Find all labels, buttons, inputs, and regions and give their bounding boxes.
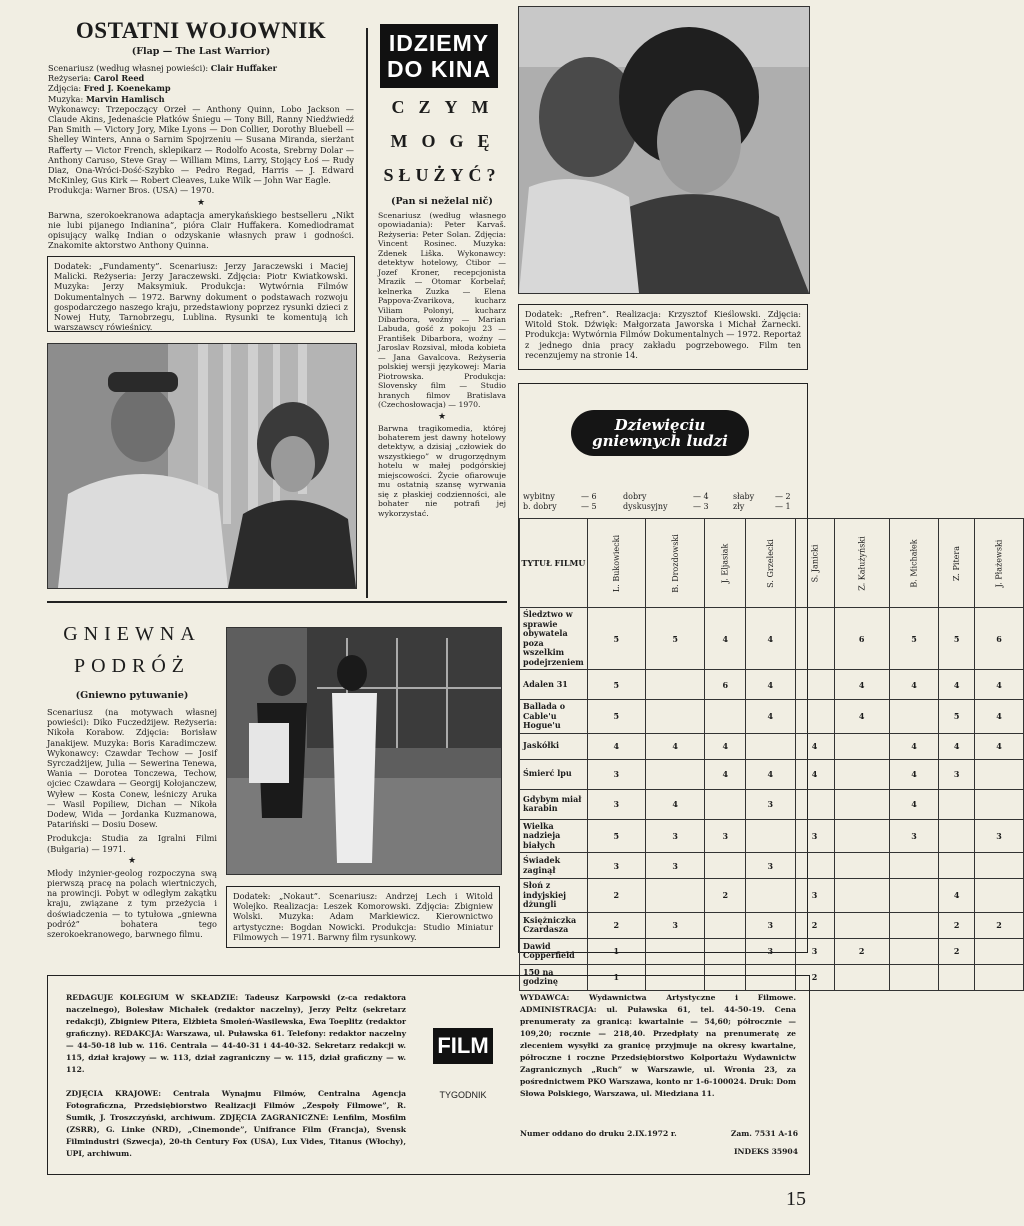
ratings-table — [519, 518, 1024, 991]
score-cell: 4 — [834, 700, 889, 734]
score-cell — [645, 670, 705, 700]
ratings-panel — [518, 383, 1004, 986]
score-cell — [975, 938, 1024, 964]
score-cell: 6 — [834, 608, 889, 670]
photo-ostatni-wojownik — [47, 343, 357, 589]
critic-header: S. Janicki — [795, 519, 834, 608]
article-subtitle: (Pan si neželal nič) — [391, 196, 493, 207]
film-still-image — [48, 344, 356, 588]
table-row — [520, 938, 1024, 964]
score-cell — [705, 853, 746, 879]
score-cell: 2 — [587, 879, 645, 913]
score-cell — [645, 879, 705, 913]
article-ostatni-wojownik — [48, 18, 354, 250]
masthead-editorial: REDAGUJE KOLEGIUM W SKŁADZIE: Tadeusz Karpowski (z-ca redaktora naczelnego), Bolesław Michałek (redaktor naczelny), Jerzy Peltz (sekretarz redakcji), Zbigniew Pitera, Elżbieta Smoleń-Wasilewska, Ewa Toeplitz (redaktor graficzny). REDAKCJA: Warszawa, ul. Puławska 61. Telefony: redaktor naczelny — 44-50-18 lub w. 116. Centrala — 44-40-31 i 44-40-32. Sekretarz redakcji w. 115, dział krajowy — w. 113, dział zagraniczny — w. 115, dział graficzny — w. 112. — [66, 993, 406, 1074]
table-row — [520, 608, 1024, 670]
masthead-publisher: WYDAWCA: Wydawnictwa Artystyczne i Filmowe. ADMINISTRACJA: ul. Puławska 61, tel. 44-50-19. Cena prenumeraty za granicą: kwartalnie — 54,60; półrocznie — 109,20; rocznie — 218,40. Przedpłaty na prenumeratę ze zleceniem wysyłki za granicę przyjmuje na okresy kwartalne, półroczne i roczne Przedsiębiorstwo Kolportażu Wydawnictw Zagranicznych „Ruch” w Warszawie, ul. Wronia 23, za pośrednictwem PKO Warszawa, konto nr 1-6-100024. Druk: Dom Słowa Polskiego, Warszawa, ul. Miedziana 11. — [520, 993, 796, 1098]
addon-refren: Dodatek: „Refren”. Realizacja: Krzysztof Kieślowski. Zdjęcia: Witold Stok. Dźwięk: Małgorzata Jaworska i Michał Żarnecki. Produkcja: Wytwórnia Filmów Dokumentalnych — 1972. Reportaż z jednego dnia pracy zakładu pogrzebowego. Film ten recenzujemy na stronie 14. — [518, 304, 808, 370]
score-cell: 4 — [939, 733, 975, 759]
score-cell: 2 — [834, 938, 889, 964]
score-cell: 3 — [795, 879, 834, 913]
score-cell: 3 — [746, 938, 796, 964]
score-cell: 4 — [746, 670, 796, 700]
score-cell: 4 — [705, 608, 746, 670]
score-cell: 3 — [975, 819, 1024, 853]
idziemy-do-kina-header: IDZIEMY DO KINA — [380, 24, 498, 88]
score-cell — [645, 700, 705, 734]
score-cell — [795, 853, 834, 879]
score-cell — [889, 879, 938, 913]
score-cell: 4 — [939, 879, 975, 913]
score-cell: 3 — [746, 853, 796, 879]
summary-text: Barwna, szerokoekranowa adaptacja amerykańskiego bestselleru „Nikt nie lubi pijanego Indianina”, pióra Clair Huffakera. Komediodramat opisujący walkę Indian o odzyskanie własnych praw i godności. Znakomite aktorstwo Anthony Quinna. — [48, 209, 354, 251]
score-cell: 3 — [587, 789, 645, 819]
score-cell — [975, 759, 1024, 789]
score-cell: 4 — [746, 759, 796, 789]
table-row — [520, 789, 1024, 819]
score-cell — [795, 608, 834, 670]
score-cell: 4 — [705, 733, 746, 759]
score-cell: 5 — [587, 819, 645, 853]
score-cell: 5 — [889, 608, 938, 670]
score-cell — [834, 789, 889, 819]
film-logo: FILM — [433, 1028, 493, 1064]
film-title-cell: 150 na godzinę — [520, 964, 588, 990]
article-subtitle: (Flap — The Last Warrior) — [131, 46, 271, 57]
critic-header: B. Michałek — [889, 519, 938, 608]
score-cell: 2 — [795, 964, 834, 990]
article-gniewna-podroz — [47, 618, 217, 939]
score-cell — [795, 670, 834, 700]
score-cell: 5 — [587, 670, 645, 700]
film-title-cell: Gdybym miał karabin — [520, 789, 588, 819]
score-cell: 3 — [746, 789, 796, 819]
film-still-image — [519, 7, 809, 293]
score-cell: 5 — [939, 608, 975, 670]
article-subtitle: (Gniewno pytuwanie) — [75, 690, 189, 701]
score-cell: 4 — [795, 733, 834, 759]
score-cell: 4 — [889, 759, 938, 789]
photo-czym-moge-sluzyc — [518, 6, 810, 294]
score-cell: 5 — [587, 608, 645, 670]
score-cell — [834, 853, 889, 879]
cast-text: Wykonawcy: Trzepoczący Orzeł — Anthony Quinn, Lobo Jackson — Claude Akins, Jedenaście Płatków Śniegu — Tony Bill, Ranny Niedźwiedź Pan Smith — Victory Jory, Mike Lyons — Don Collier, Dorothy Bluebell — Shelley Winters, Anna o Sarnim Spojrzeniu — Susana Miranda, sierżant Rafferty — Victor French, sklepikarz — Rodolfo Acosta, Srebrny Dolar — Anthony Caruso, Steve Gray — William Mims, Larry, Stojący Łoś — Rudy Diaz, Ona-Wróci-Dość-Szybko — Pedro Regad, Harris — J. Edward McKinley, Gus Kirk — Robert Cleaves, Luke Wilk — John War Eagle. — [48, 103, 354, 186]
star-separator: ★ — [196, 197, 206, 208]
score-cell — [975, 964, 1024, 990]
page-number: 15 — [786, 1188, 806, 1210]
score-cell — [645, 759, 705, 789]
score-cell: 4 — [834, 670, 889, 700]
credits-text: Scenariusz (według własnego opowiadania): Peter Karvaš. Reżyseria: Peter Solan. Zdjęcia: Vincent Rosinec. Muzyka: Zdenek Liška. Wykonawcy: detektyw hotelowy, Ctibor — Jozef Kroner, recepcjonista Mrazik — Otomar Korbelař, kelnerka Zuzka — Elena Pappova-Zvarikova, kucharz Viliam Polonyi, kucharz Dibarbora, woźny — Marian Labuda, gość z pokoju 23 — František Dibarbora, woźny — Jaroslav Rozsival, młoda kobieta — Jana Gavalcova. Reżyseria polskiej wersji językowej: Maria Piotrowska. Produkcja: Slovensky film — Studio hranych filmov Bratislava (Czechosłowacja) — 1970. — [378, 211, 506, 410]
score-cell: 3 — [645, 912, 705, 938]
score-cell — [889, 938, 938, 964]
score-cell: 1 — [587, 964, 645, 990]
title-line-1: GNIEWNA — [63, 623, 201, 645]
score-cell: 2 — [587, 912, 645, 938]
table-row — [520, 819, 1024, 853]
score-cell: 3 — [705, 819, 746, 853]
score-cell: 4 — [889, 733, 938, 759]
score-cell — [975, 789, 1024, 819]
score-cell — [889, 700, 938, 734]
score-cell — [746, 819, 796, 853]
logo-subtitle: TYGODNIK — [439, 1090, 487, 1100]
summary-text: Barwna tragikomedia, której bohaterem jest dawny hotelowy detektyw, a dzisiaj „człowiek do wszystkiego” w drugorzędnym hotelu w małej podgórskiej miejscowości. Życie ofiarowuje mu ostatnią szansę wyrwania się z płaskiej codzienności, ale bohater nie potrafi jej wykorzystać. — [378, 423, 506, 518]
section-divider — [47, 601, 507, 603]
score-cell: 4 — [889, 789, 938, 819]
star-separator: ★ — [437, 411, 447, 422]
film-title-cell: Świadek zaginął — [520, 853, 588, 879]
film-still-image — [227, 628, 501, 874]
table-row — [520, 759, 1024, 789]
column-divider — [366, 28, 368, 598]
score-cell — [939, 789, 975, 819]
addon-fundamenty: Dodatek: „Fundamenty”. Scenariusz: Jerzy Jaraczewski i Maciej Malicki. Reżyseria: Jerzy Jaraczewski. Zdjęcia: Piotr Kwiatkowski. Muzyka: Jerzy Maksymiuk. Produkcja: Wytwórnia Filmów Dokumentalnych — 1972. Barwny dokument o podstawach rozwoju gospodarczego naszego kraju, przedstawiony poprzez rysunki dzieci z Nowej Huty, Tarnobrzegu, Lublina. Rysunki te komentują ich warszawscy rówieśnicy. — [47, 256, 355, 332]
film-title-cell: Adalen 31 — [520, 670, 588, 700]
masthead-order: Zam. 7531 A-16 — [730, 1129, 798, 1138]
score-cell — [975, 853, 1024, 879]
film-title-header: TYTUŁ FILMU — [520, 519, 588, 608]
ratings-title-badge: Dziewięciu gniewnych ludzi — [571, 410, 749, 456]
film-title-cell: Ballada o Cable'u Hogue'u — [520, 700, 588, 734]
score-cell: 4 — [746, 700, 796, 734]
score-cell — [705, 700, 746, 734]
critic-header: Z. Pitera — [939, 519, 975, 608]
film-title-cell: Księżniczka Czardasza — [520, 912, 588, 938]
article-czym-moge-sluzyc — [378, 90, 506, 518]
score-cell: 3 — [587, 759, 645, 789]
score-cell: 4 — [746, 608, 796, 670]
score-cell — [834, 912, 889, 938]
score-cell: 3 — [795, 938, 834, 964]
score-cell — [705, 789, 746, 819]
score-cell — [795, 700, 834, 734]
score-cell — [939, 819, 975, 853]
masthead-print-date: Numer oddano do druku 2.IX.1972 r. — [520, 1129, 677, 1138]
table-row — [520, 853, 1024, 879]
score-cell: 2 — [939, 912, 975, 938]
title-line-2: MOGĘ — [390, 131, 504, 151]
film-title-cell: Słoń z indyjskiej dżungli — [520, 879, 588, 913]
score-cell: 2 — [795, 912, 834, 938]
score-cell: 4 — [587, 733, 645, 759]
score-cell: 4 — [889, 670, 938, 700]
addon-nokaut: Dodatek: „Nokaut”. Scenariusz: Andrzej Lech i Witold Wolejko. Realizacja: Leszek Komorowski. Zdjęcia: Zbigniew Wolski. Muzyka: Adam Markiewicz. Kierownictwo artystyczne: Bogdan Nowicki. Produkcja: Studio Miniatur Filmowych — 1971. Barwny film rysunkowy. — [226, 886, 500, 948]
title-line-3: SŁUŻYĆ? — [383, 165, 501, 185]
masthead-index: INDEKS 35904 — [733, 1147, 798, 1156]
film-title-cell: Jaskółki — [520, 733, 588, 759]
score-cell: 3 — [795, 819, 834, 853]
score-cell: 6 — [705, 670, 746, 700]
masthead — [47, 975, 810, 1175]
star-separator: ★ — [127, 855, 137, 866]
score-cell: 4 — [975, 733, 1024, 759]
summary-text: Młody inżynier-geolog rozpoczyna swą pierwszą pracę na polach wiertniczych, na prowincji. Pobyt w odległym zakątku kraju, związane z tym przeżycia i doświadczenia — to tytułowa „gniewna podróż” bohatera tego szerokoekranowego, barwnego filmu. — [47, 867, 217, 940]
score-cell: 5 — [587, 700, 645, 734]
score-cell: 3 — [587, 853, 645, 879]
film-title-cell: Wielka nadzieja białych — [520, 819, 588, 853]
score-cell: 4 — [705, 759, 746, 789]
score-cell — [889, 912, 938, 938]
score-cell — [746, 879, 796, 913]
score-cell — [834, 733, 889, 759]
ratings-legend: wybitny — 6 dobry — 4 słaby — 2 b. dobry — 5 dyskusyjny — 3 zły — 1 — [523, 492, 791, 511]
score-cell: 5 — [645, 608, 705, 670]
score-cell — [834, 759, 889, 789]
table-row — [520, 733, 1024, 759]
score-cell — [795, 789, 834, 819]
score-cell — [834, 964, 889, 990]
score-cell: 3 — [746, 912, 796, 938]
score-cell: 2 — [975, 912, 1024, 938]
score-cell: 5 — [939, 700, 975, 734]
score-cell — [889, 964, 938, 990]
score-cell — [746, 733, 796, 759]
table-row — [520, 670, 1024, 700]
title-line-2: PODRÓŻ — [73, 655, 190, 677]
critic-header: Z. Kałużyński — [834, 519, 889, 608]
score-cell: 4 — [975, 670, 1024, 700]
score-cell: 4 — [645, 789, 705, 819]
critic-header: J. Płażewski — [975, 519, 1024, 608]
score-cell: 3 — [645, 819, 705, 853]
critic-header: J. Eljasiak — [705, 519, 746, 608]
score-cell — [705, 938, 746, 964]
masthead-photo-credits: ZDJĘCIA KRAJOWE: Centrala Wynajmu Filmów, Centralna Agencja Fotograficzna, Przedsiębiorstwo Realizacji Filmów „Zespoły Filmowe”, R. Sumik, J. Troszczyński, archiwum. ZDJĘCIA ZAGRANICZNE: Lenfilm, Mosfilm (ZSRR), G. Linke (NRD), „Cinemonde”, Unifrance Film (Francja), Svensk Filmindustri (Szwecja), 20-th Century Fox (USA), Lux Vides, Titanus (Włochy), UPI, archiwum. — [66, 1089, 406, 1158]
score-cell: 3 — [889, 819, 938, 853]
table-row — [520, 700, 1024, 734]
critic-header: B. Drozdowski — [645, 519, 705, 608]
production-text: Produkcja: Studia za Igralni Filmi (Bułgaria) — 1971. — [47, 833, 217, 854]
score-cell — [834, 879, 889, 913]
score-cell — [705, 912, 746, 938]
score-cell — [889, 853, 938, 879]
credits: Scenariusz (według własnej powieści): Clair Huffaker Reżyseria: Carol Reed Zdjęcia: Fred J. Koenekamp Muzyka: Marvin Hamlisch Wykonawcy: Trzepoczący Orzeł — Anthony Quinn, Lobo Jackson — Claude Akins, Jedenaście Płatków Śniegu — Tony Bill, Ranny Niedźwiedź Pan Smith — Victory Jory, Mike Lyons — Don Collier, Dorothy Bluebell — Shelley Winters, Anna o Sarnim Spojrzeniu — Susana Miranda, sierżant Rafferty — Victor French, sklepikarz — Rodolfo Acosta, Srebrny Dolar — Anthony Caruso, Steve Gray — William Mims, Larry, Stojący Łoś — Rudy Diaz, Ona-Wróci-Dość-Szybko — Pedro Regad, Harris — J. Edward McKinley, Gus Kirk — Robert Cleaves, Luke Wilk — John War Eagle. Produkcja: Warner Bros. (USA) — 1970. — [48, 63, 354, 196]
score-cell — [645, 938, 705, 964]
production-text: Produkcja: Warner Bros. (USA) — 1970. — [48, 185, 215, 196]
score-cell: 4 — [939, 670, 975, 700]
score-cell: 2 — [939, 938, 975, 964]
score-cell — [975, 879, 1024, 913]
film-title-cell: Dawid Copperfield — [520, 938, 588, 964]
score-cell — [939, 964, 975, 990]
film-title-cell: Śledztwo w sprawie obywatela poza wszelkim podejrzeniem — [520, 608, 588, 670]
article-title: OSTATNI WOJOWNIK — [75, 18, 327, 43]
table-row — [520, 912, 1024, 938]
score-cell: 3 — [939, 759, 975, 789]
photo-gniewna-podroz — [226, 627, 502, 875]
critic-header: L. Bukowiecki — [587, 519, 645, 608]
score-cell — [834, 819, 889, 853]
critic-header: S. Grzelecki — [746, 519, 796, 608]
score-cell: 1 — [587, 938, 645, 964]
score-cell: 3 — [645, 853, 705, 879]
score-cell: 4 — [645, 733, 705, 759]
credits-text: Scenariusz (na motywach własnej powieści): Diko Fuczedżijew. Reżyseria: Nikoła Korabow. Zdjęcia: Borisław Janakijew. Muzyka: Boris Karadimczew. Wykonawcy: Czawdar Techow — Josif Syrczadżijew, Julia — Sewerina Tenewa, Wania — Dorotea Tonczewa, Techow, ojciec Czawdara — Georgij Kołojanczew, Wyłew — Kosta Conew, leśniczy Aruka — Wasil Popiliew, Dichan — Nikoła Dodew, Wida — Jordanka Kuzmanowa, Patariński — Dosiu Dosew. — [47, 707, 217, 830]
table-row — [520, 879, 1024, 913]
film-title-cell: Śmierć lpu — [520, 759, 588, 789]
title-line-1: CZYM — [391, 97, 503, 117]
score-cell: 2 — [705, 879, 746, 913]
score-cell — [939, 853, 975, 879]
score-cell: 6 — [975, 608, 1024, 670]
score-cell: 4 — [795, 759, 834, 789]
score-cell: 4 — [975, 700, 1024, 734]
